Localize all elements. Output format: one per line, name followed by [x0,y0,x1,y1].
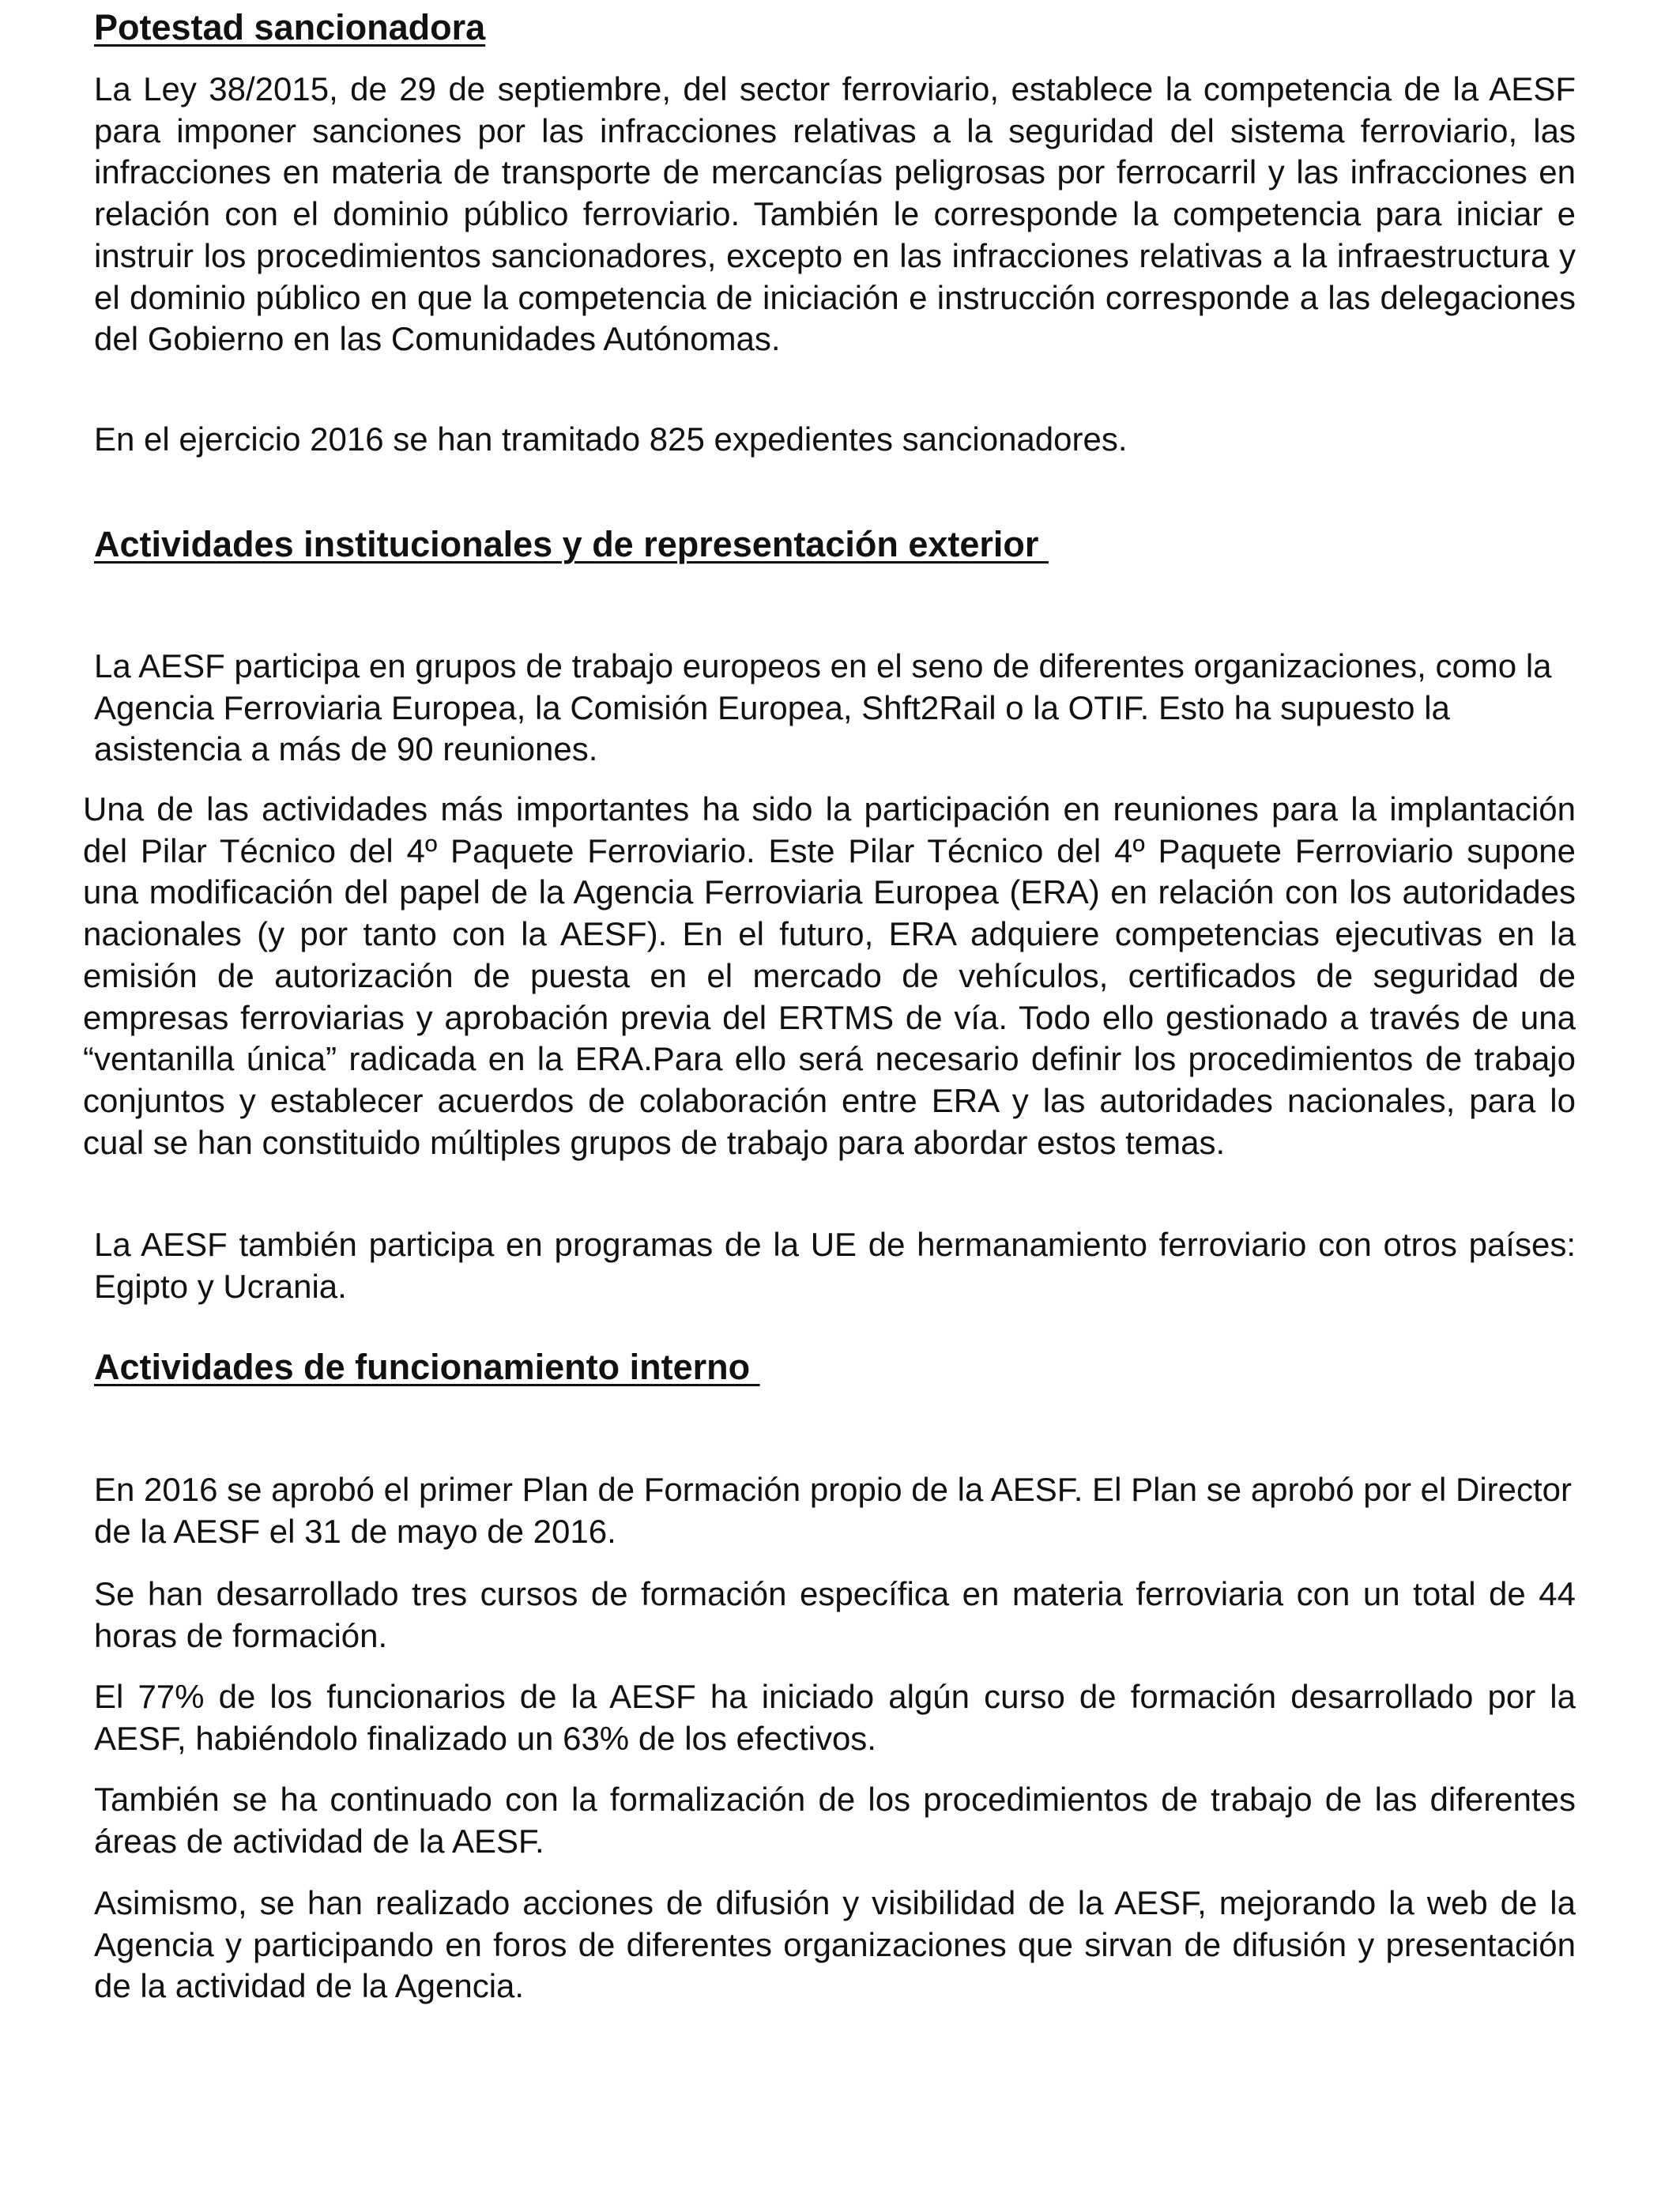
paragraph-procedimientos-trabajo: También se ha continuado con la formalización de los procedimientos de trabajo de las diferentes áreas de actividad de la AESF. [94,1781,1576,1860]
section-heading-funcionamiento-interno: Actividades de funcionamiento interno [94,1347,760,1387]
paragraph-hermanamiento-ferroviario: La AESF también participa en programas de la UE de hermanamiento ferroviario con otros países: Egipto y Ucrania. [94,1226,1576,1305]
paragraph-funcionarios-formacion: El 77% de los funcionarios de la AESF ha iniciado algún curso de formación desarrollado por la AESF, habiéndolo finalizado un 63% de los efectivos. [94,1678,1576,1757]
paragraph-pilar-tecnico: Una de las actividades más importantes ha sido la participación en reuniones para la implantación del Pilar Técnico del 4º Paquete Ferroviario. Este Pilar Técnico del 4º Paquete Ferroviario supone una modificación del papel de la Agencia Ferroviaria Europea (ERA) en relación con los autoridades nacionales (y por tanto con la AESF). En el futuro, ERA adquiere competencias ejecutivas en la emisión de autorización de puesta en el mercado de vehículos, certificados de seguridad de empresas ferroviarias y aprobación previa del ERTMS de vía. Todo ello gestionado a través de una “ventanilla única” radicada en la ERA.Para ello será necesario definir los procedimientos de trabajo conjuntos y establecer acuerdos de colaboración entre ERA y las autoridades nacionales, para lo cual se han constituido múltiples grupos de trabajo para abordar estos temas. [83,790,1576,1161]
paragraph-cursos-formacion: Se han desarrollado tres cursos de formación específica en materia ferroviaria con un total de 44 horas de formación. [94,1575,1576,1654]
paragraph-grupos-trabajo-europeos: La AESF participa en grupos de trabajo europeos en el seno de diferentes organizaciones, como la Agencia Ferroviaria Europea, la Comisión Europea, Shft2Rail o la OTIF. Esto ha supuesto la asistencia a más de 90 reuniones. [94,647,1552,768]
section-heading-actividades-institucionales: Actividades institucionales y de representación exterior [94,524,1049,564]
paragraph-expedientes-sancionadores: En el ejercicio 2016 se han tramitado 825 expedientes sancionadores. [94,420,1128,458]
paragraph-difusion-visibilidad: Asimismo, se han realizado acciones de difusión y visibilidad de la AESF, mejorando la web de la Agencia y participando en foros de diferentes organizaciones que sirvan de difusión y presentación de la actividad de la Agencia. [94,1884,1576,2005]
paragraph-ley-sector-ferroviario: La Ley 38/2015, de 29 de septiembre, del sector ferroviario, establece la competencia de la AESF para imponer sanciones por las infracciones relativas a la seguridad del sistema ferroviario, las infracciones en materia de transporte de mercancías peligrosas por ferrocarril y las infracciones en relación con el dominio público ferroviario. También le corresponde la competencia para iniciar e instruir los procedimientos sancionadores, excepto en las infracciones relativas a la infraestructura y el dominio público en que la competencia de iniciación e instrucción corresponde a las delegaciones del Gobierno en las Comunidades Autónomas. [94,70,1576,358]
section-heading-potestad-sancionadora: Potestad sancionadora [94,7,486,47]
paragraph-plan-de-formacion: En 2016 se aprobó el primer Plan de Formación propio de la AESF. El Plan se aprobó por el Director de la AESF el 31 de mayo de 2016. [94,1471,1573,1550]
